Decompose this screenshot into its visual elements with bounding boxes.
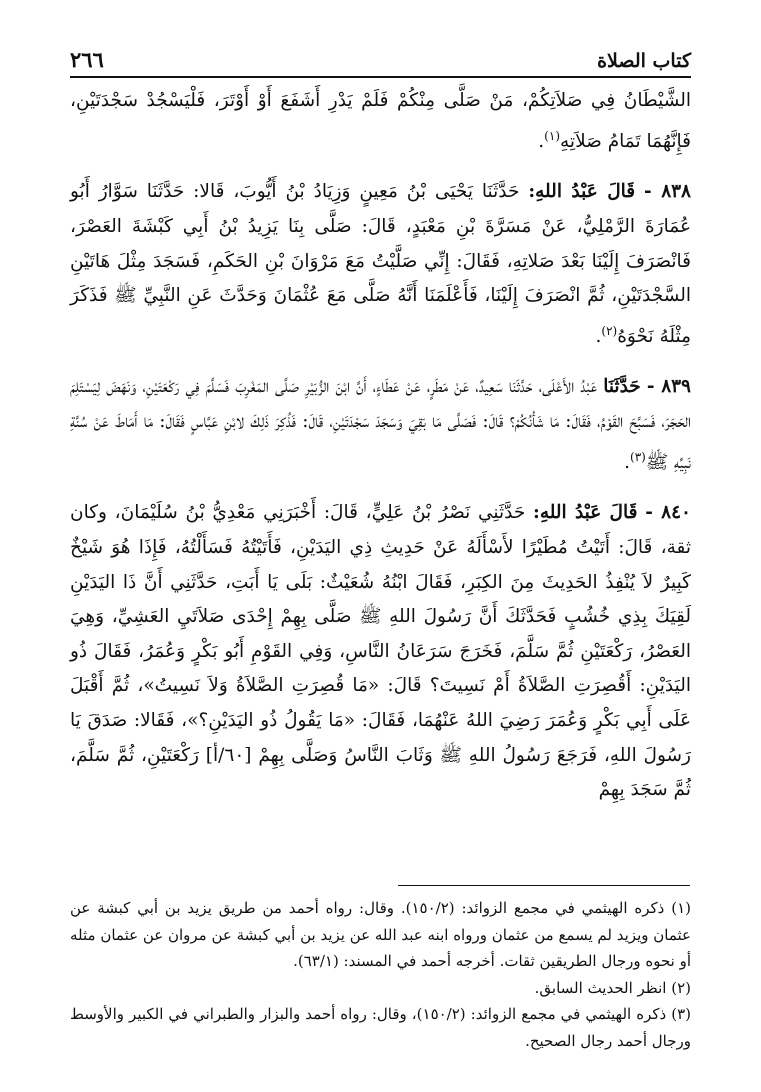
book-title: كتاب الصلاة — [597, 50, 691, 72]
page-number: ٢٦٦ — [70, 47, 104, 72]
footnote-separator — [398, 885, 690, 886]
footnote-ref: (٢) — [601, 323, 618, 338]
footnote-ref: (١) — [544, 128, 560, 143]
hadith-number: ٨٣٩ - — [646, 376, 691, 398]
main-text — [70, 84, 691, 808]
hadith-lead: قَالَ عَبْدُ اللهِ: — [533, 502, 638, 524]
hadith-lead: حَدَّثَنَا — [603, 376, 641, 398]
hadith-838: ٨٣٨ - قَالَ عَبْدُ اللهِ: حَدَّثَنَا يَحْيَى بْنُ مَعِينٍ وَزِيَادُ بْنُ أَيُّوبَ، قَالا: حَدَّثَنَا سَوَّارُ أَبُو عُمَارَةَ الرَّمْلِيُّ، عَنْ مَسَرَّةَ بْنِ مَعْبَدٍ، قَالَ: صَلَّى بِنَا يَزِيدُ بْنُ أَبِي كَبْشَةَ العَصْرَ، فَانْصَرَفَ إِلَيْنَا بَعْدَ صَلاتِهِ، فَقَالَ: إِنِّي صَلَّيْتُ مَعَ مَرْوَانَ بْنِ الحَكَمِ، فَسَجَدَ مِثْلَ هَاتَيْنِ السَّجْدَتَيْنِ، ثُمَّ انْصَرَفَ إِلَيْنَا، فَأَعْلَمَنَا أَنَّهُ صَلَّى مَعَ عُثْمَانَ وَحَدَّثَ عَنِ النَّبِيِّ ﷺ فَذَكَرَ مِثْلَهُ نَحْوَهُ$^{(٢)}$. — [70, 181, 691, 347]
paragraph-intro: الشَّيْطَانُ فِي صَلاَتِكُمْ، مَنْ صَلَّى مِنْكُمْ فَلَمْ يَدْرِ أَشَفَعَ أَوْ أَوْتَرَ، فَلْيَسْجُدْ سَجْدَتَيْنِ، فَإِنَّهُمَا تَمَامُ صَلاَتِهِ$^{(١)}$. — [70, 90, 691, 152]
footnote-ref: (٣) — [630, 449, 646, 464]
hadith-number: ٨٣٨ - — [644, 181, 691, 203]
hadith-text: حَدَّثَنِي نَصْرُ بْنُ عَلِيٍّ، قَالَ: أَخْبَرَنِي مَعْدِيُّ بْنُ سُلَيْمَانَ، وكان ثقة، قَالَ: أَتَيْتُ مُطَيْرًا لأَسْأَلَهُ عَنْ حَدِيثِ ذِي اليَدَيْنِ، فَأَتَيْتُهُ فَسَأَلْتُهُ، فَإِذَا هُوَ شَيْخٌ كَبِيرٌ لاَ يُنْفِذُ الحَدِيثَ مِنَ الكِبَرِ، فَقَالَ ابْنُهُ شُعَيْثٌ: بَلَى يَا أَبَتِ، حَدَّثَنِي أَنَّ ذَا اليَدَيْنِ لَقِيَكَ بِذِي خُشُبٍ فَحَدَّثَكَ أَنَّ رَسُولَ اللهِ ﷺ صَلَّى بِهِمْ إِحْدَى صَلاَتَيِ العَشِيِّ، وَهِيَ العَصْرُ، رَكْعَتَيْنِ ثُمَّ سَلَّمَ، فَخَرَجَ سَرَعَانُ النَّاسِ، وَفِي القَوْمِ أَبُو بَكْرٍ وَعُمَرُ، فَقَالَ ذُو اليَدَيْنِ: أَقُصِرَتِ الصَّلاَةُ أَمْ نَسِيتَ؟ قَالَ: «مَا قُصِرَتِ الصَّلاَةُ وَلاَ نَسِيتُ»، ثُمَّ أَقْبَلَ عَلَى أَبِي بَكْرٍ وَعُمَرَ رَضِيَ اللهُ عَنْهُمَا، فَقَالَ: «مَا يَقُولُ ذُو اليَدَيْنِ؟»، فَقَالا: صَدَقَ يَا رَسُولَ اللهِ، فَرَجَعَ رَسُولُ اللهِ ﷺ وَثَابَ النَّاسُ وَصَلَّى بِهِمْ [٦٠/أ] رَكْعَتَيْنِ، ثُمَّ سَلَّمَ، ثُمَّ سَجَدَ بِهِمْ — [70, 502, 691, 801]
footnote-3: (٣) ذكره الهيثمي في مجمع الزوائد: (١٥٠/٢)، وقال: رواه أحمد والبزار والطبراني في الكبير والأوسط ورجال أحمد رجال الصحيح. — [70, 1005, 691, 1050]
hadith-text: عَبْدُ الأَعْلَى، حَدَّثَنَا سَعِيدٌ، عَنْ مَطَرٍ، عَنْ عَطَاءٍ، أَنَّ ابْنَ الزُّبَيْرِ صَلَّى المَغْرِبَ فَسَلَّمَ فِي رَكْعَتَيْنِ، وَنَهَضَ لِيَسْتَلِمَ الحَجَرَ، فَسَبَّحَ القَوْمُ، فَقَالَ: مَا شَأْنُكُمْ؟ قَالَ: فَصَلَّى مَا بَقِيَ وَسَجَدَ سَجْدَتَيْنِ، قَالَ: فَذُكِرَ ذَلِكَ لابْنِ عَبَّاسٍ فَقَالَ: مَا أَمَاطَ عَنْ سُنَّةِ نَبِيِّهِ ﷺ — [70, 376, 691, 473]
hadith-number: ٨٤٠ - — [645, 502, 691, 524]
hadith-840 — [70, 496, 691, 807]
footnotes — [70, 895, 691, 1054]
page-header — [70, 40, 691, 78]
hadith-839: ٨٣٩ - حَدَّثَنَا عَبْدُ الأَعْلَى، حَدَّثَنَا سَعِيدٌ، عَنْ مَطَرٍ، عَنْ عَطَاءٍ، أَنَّ ابْنَ الزُّبَيْرِ صَلَّى المَغْرِبَ فَسَلَّمَ فِي رَكْعَتَيْنِ، وَنَهَضَ لِيَسْتَلِمَ الحَجَرَ، فَسَبَّحَ القَوْمُ، فَقَالَ: مَا شَأْنُكُمْ؟ قَالَ: فَصَلَّى مَا بَقِيَ وَسَجَدَ سَجْدَتَيْنِ، قَالَ: فَذُكِرَ ذَلِكَ لابْنِ عَبَّاسٍ فَقَالَ: مَا أَمَاطَ عَنْ سُنَّةِ نَبِيِّهِ ﷺ$^{(٣)}$. — [70, 376, 691, 473]
paragraph-text: الشَّيْطَانُ فِي صَلاَتِكُمْ، مَنْ صَلَّى مِنْكُمْ فَلَمْ يَدْرِ أَشَفَعَ أَوْ أَوْتَرَ، فَلْيَسْجُدْ سَجْدَتَيْنِ، فَإِنَّهُمَا تَمَامُ صَلاَتِهِ — [70, 90, 691, 152]
hadith-text: حَدَّثَنَا يَحْيَى بْنُ مَعِينٍ وَزِيَادُ بْنُ أَيُّوبَ، قَالا: حَدَّثَنَا سَوَّارُ أَبُو عُمَارَةَ الرَّمْلِيُّ، عَنْ مَسَرَّةَ بْنِ مَعْبَدٍ، قَالَ: صَلَّى بِنَا يَزِيدُ بْنُ أَبِي كَبْشَةَ العَصْرَ، فَانْصَرَفَ إِلَيْنَا بَعْدَ صَلاتِهِ، فَقَالَ: إِنِّي صَلَّيْتُ مَعَ مَرْوَانَ بْنِ الحَكَمِ، فَسَجَدَ مِثْلَ هَاتَيْنِ السَّجْدَتَيْنِ، ثُمَّ انْصَرَفَ إِلَيْنَا، فَأَعْلَمَنَا أَنَّهُ صَلَّى مَعَ عُثْمَانَ وَحَدَّثَ عَنِ النَّبِيِّ ﷺ فَذَكَرَ مِثْلَهُ نَحْوَهُ — [70, 181, 691, 347]
footnote-2: (٢) انظر الحديث السابق. — [534, 978, 691, 997]
hadith-lead: قَالَ عَبْدُ اللهِ: — [528, 181, 636, 203]
footnote-1: (١) ذكره الهيثمي في مجمع الزوائد: (١٥٠/٢). وقال: رواه أحمد من طريق يزيد بن أبي كبشة عن عثمان ويزيد لم يسمع من عثمان ورواه ابنه عبد الله عن يزيد بن أبي كبشة عن مروان عن عثمان مثله أو نحوه ورجال الطريقين ثقات. أخرجه أحمد في المسند: (٦٣/١). — [70, 899, 691, 970]
